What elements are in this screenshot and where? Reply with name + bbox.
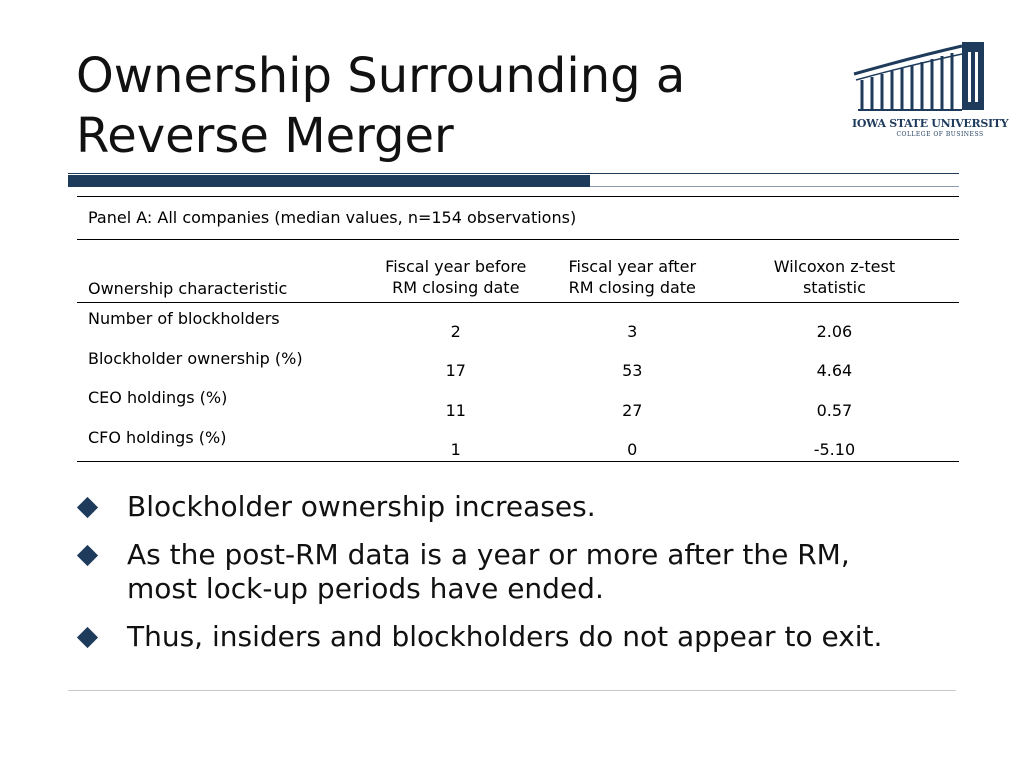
cell-before: 17	[445, 361, 466, 380]
row-label: CEO holdings (%)	[88, 388, 228, 407]
diamond-bullet-icon	[77, 497, 98, 518]
cell-statistic: 4.64	[816, 361, 853, 380]
footer-rule	[68, 690, 956, 691]
table-header-row	[77, 240, 959, 302]
bullet-item: Blockholder ownership increases.	[76, 490, 956, 524]
cell-after: 27	[622, 400, 643, 420]
cell-before: 1	[450, 440, 461, 459]
cell-before: 2	[450, 321, 461, 341]
cell-after: 0	[627, 440, 638, 459]
slide-title-line-1: Ownership Surrounding a	[76, 48, 686, 104]
table-row	[77, 382, 959, 422]
diamond-bullet-icon	[77, 545, 98, 566]
table-row	[77, 343, 959, 383]
row-label: Number of blockholders	[88, 309, 280, 328]
cell-before: 11	[445, 400, 466, 420]
table-bottom-rule	[77, 461, 959, 462]
header-accent-bar	[68, 175, 590, 187]
row-label: CFO holdings (%)	[88, 427, 227, 447]
cell-statistic: 0.57	[816, 400, 853, 420]
table-panel-caption: Panel A: All companies (median values, n=154 observations)	[88, 208, 577, 227]
slide-title-line-2: Reverse Merger	[76, 108, 454, 164]
bullet-list	[76, 490, 956, 668]
header-wilcoxon-statistic: Wilcoxon z-test statistic	[773, 257, 896, 297]
header-thin-rule-secondary	[590, 186, 959, 187]
cell-after: 53	[622, 361, 643, 380]
cell-statistic: 2.06	[816, 321, 853, 341]
ownership-table	[77, 196, 959, 462]
cell-after: 3	[627, 321, 638, 341]
logo-university-name: IOWA STATE UNIVERSITY	[852, 117, 1009, 130]
diamond-bullet-icon	[77, 627, 98, 648]
header-fiscal-year-before: Fiscal year before RM closing date	[385, 257, 527, 297]
table-row	[77, 303, 959, 343]
row-label: Blockholder ownership (%)	[88, 348, 303, 368]
slide-title	[76, 46, 816, 166]
table-row	[77, 422, 959, 462]
header-characteristic: Ownership characteristic	[88, 279, 288, 298]
header-thin-rule	[68, 173, 959, 174]
cell-statistic: -5.10	[813, 440, 856, 459]
header-fiscal-year-after: Fiscal year after RM closing date	[568, 257, 697, 297]
bullet-item: Thus, insiders and blockholders do not appear to exit.	[76, 620, 956, 654]
logo-wordmark	[852, 117, 1009, 138]
bullet-item: As the post-RM data is a year or more after the RM, most lock-up periods have ended.	[76, 538, 956, 606]
logo-college-name: COLLEGE OF BUSINESS	[896, 131, 984, 138]
